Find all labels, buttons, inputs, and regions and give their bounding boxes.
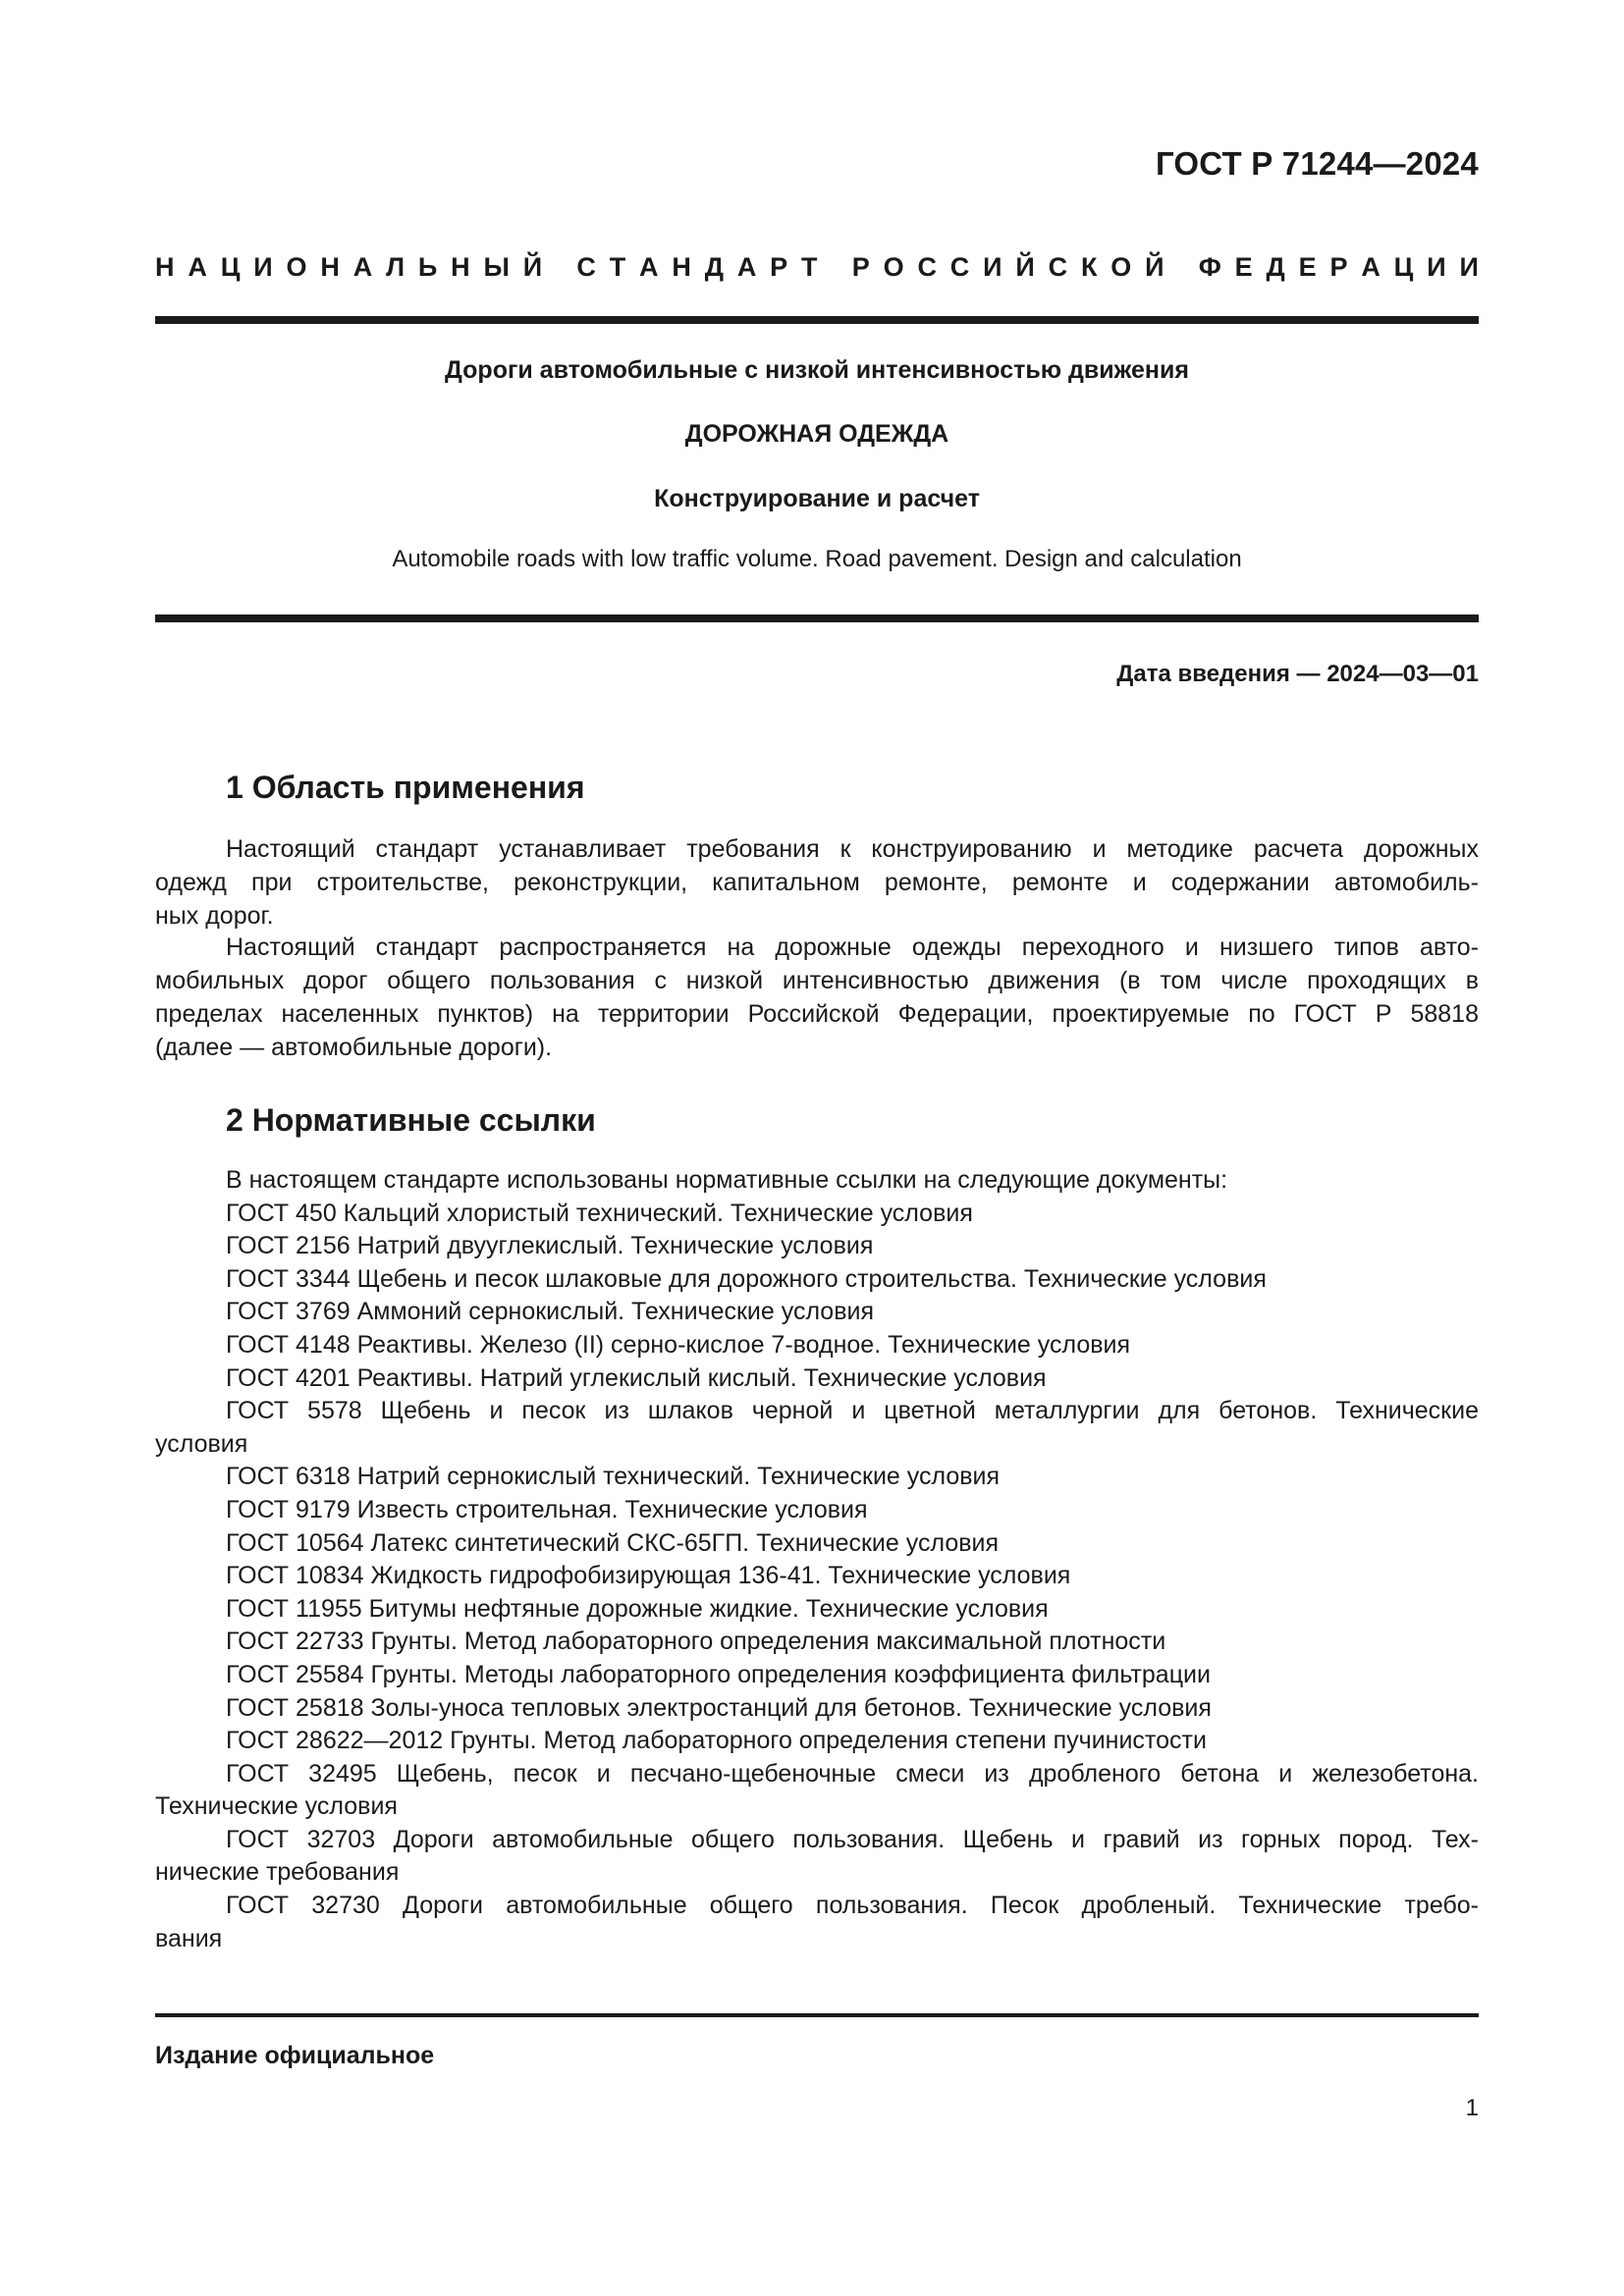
banner-letter: Н <box>672 252 691 282</box>
banner-letter: С <box>917 252 937 282</box>
title-subject: ДОРОЖНАЯ ОДЕЖДА <box>684 420 949 448</box>
list-item: ГОСТ 4201 Реактивы. Натрий углекислый кислый. Технические условия <box>226 1363 1047 1392</box>
list-item: ГОСТ 3769 Аммоний сернокислый. Технические условия <box>226 1298 874 1326</box>
banner-letter: Т <box>609 252 626 282</box>
list-item: ГОСТ 11955 Битумы нефтяные дорожные жидкие. Технические условия <box>226 1594 1049 1623</box>
banner-letter: А <box>188 252 207 282</box>
list-item-continuation: Технические условия <box>155 1792 398 1821</box>
banner-letter: Е <box>1298 252 1317 282</box>
list-item-continuation: вания <box>155 1924 223 1952</box>
banner-letter: Л <box>386 252 406 282</box>
banner-space <box>1177 252 1185 283</box>
list-item: ГОСТ 10564 Латекс синтетический СКС-65ГП. Технические условия <box>226 1528 1000 1557</box>
list-item: ГОСТ 25818 Золы-уноса тепловых электростанций для бетонов. Технические условия <box>226 1693 1212 1722</box>
document-number: ГОСТ Р 71244—2024 <box>1155 145 1479 182</box>
banner-letter: Е <box>1234 252 1253 282</box>
text-line: Настоящий стандарт распространяется на дорожные одежды переходного и низшего типов авто- <box>226 934 1479 961</box>
banner-letter: И <box>253 252 273 282</box>
list-item: ГОСТ 450 Кальций хлористый технический. Технические условия <box>226 1199 973 1227</box>
banner-letter: Р <box>1329 252 1348 282</box>
national-standard-banner <box>155 252 1479 283</box>
list-item: В настоящем стандарте использованы нормативные ссылки на следующие документы: <box>226 1166 1228 1194</box>
banner-letter: А <box>639 252 659 282</box>
banner-letter: Н <box>320 252 340 282</box>
section-1-heading: 1 Область применения <box>226 770 585 805</box>
section-1-paragraph-2 <box>155 931 1479 1064</box>
banner-letter: О <box>286 252 307 282</box>
banner-letter: Й <box>1145 252 1164 282</box>
section-2-heading: 2 Нормативные ссылки <box>226 1102 596 1138</box>
banner-letter: Р <box>770 252 788 282</box>
section-1-paragraph-1 <box>155 832 1479 933</box>
banner-letter: Ы <box>483 252 510 282</box>
banner-letter: Ф <box>1198 252 1221 282</box>
banner-letter: А <box>1361 252 1380 282</box>
text-line: пределах населенных пунктов) на территории Российской Федерации, проектируемые по ГОСТ Р 58818 <box>155 1000 1479 1028</box>
banner-letter: Н <box>155 252 175 282</box>
banner-letter: И <box>1427 252 1446 282</box>
banner-space <box>556 252 564 283</box>
list-item: ГОСТ 32730 Дороги автомобильные общего пользования. Песок дробленый. Технические требо- <box>226 1892 1479 1920</box>
list-item: ГОСТ 6318 Натрий сернокислый технический. Технические условия <box>226 1463 1001 1491</box>
banner-letter: А <box>736 252 757 282</box>
banner-letter: О <box>1110 252 1132 282</box>
document-page <box>155 0 1479 2296</box>
banner-letter: Д <box>1266 252 1285 282</box>
banner-letter: Ь <box>417 252 438 282</box>
list-item: ГОСТ 3344 Щебень и песок шлаковые для дорожного строительства. Технические условия <box>226 1264 1267 1293</box>
banner-letter: Д <box>704 252 724 282</box>
list-item: ГОСТ 4148 Реактивы. Железо (II) серно-кислое 7-водное. Технические условия <box>226 1330 1131 1359</box>
banner-letter: Т <box>801 252 818 282</box>
banner-letter: С <box>1048 252 1068 282</box>
text-line: мобильных дорог общего пользования с низкой интенсивностью движения (в том числе проходящих в <box>155 967 1479 994</box>
list-item: ГОСТ 28622—2012 Грунты. Метод лабораторного определения степени пучинистости <box>226 1727 1207 1755</box>
official-edition-label: Издание официальное <box>155 2042 435 2069</box>
title-aspect: Конструирование и расчет <box>654 485 980 512</box>
normative-references-list <box>155 1164 1479 1955</box>
page-number: 1 <box>1465 2095 1479 2121</box>
title-divider <box>155 614 1479 622</box>
list-item: ГОСТ 5578 Щебень и песок из шлаков черной и цветной металлургии для бетонов. Технические <box>226 1397 1479 1425</box>
banner-letter: Р <box>851 252 870 282</box>
banner-letter: И <box>1459 252 1479 282</box>
text-line: (далее — автомобильные дороги). <box>155 1034 553 1061</box>
list-item: ГОСТ 10834 Жидкость гидрофобизирующая 136-41. Технические условия <box>226 1562 1071 1590</box>
top-divider <box>155 316 1479 324</box>
list-item: ГОСТ 25584 Грунты. Методы лабораторного определения коэффициента фильтрации <box>226 1660 1211 1688</box>
banner-letter: Й <box>1015 252 1035 282</box>
text-line: Настоящий стандарт устанавливает требования к конструированию и методике расчета дорожных <box>226 835 1479 863</box>
banner-letter: К <box>1080 252 1098 282</box>
banner-space <box>831 252 839 283</box>
list-item: ГОСТ 9179 Известь строительная. Технические условия <box>226 1495 868 1523</box>
list-item-continuation: условия <box>155 1429 248 1458</box>
banner-letter: Ц <box>220 252 241 282</box>
text-line: ных дорог. <box>155 902 274 930</box>
title-english: Automobile roads with low traffic volume. Road pavement. Design and calculation <box>392 546 1242 572</box>
banner-letter: А <box>352 252 373 282</box>
text-line: одежд при строительстве, реконструкции, капитальном ремонте, ремонте и содержании автомобиль- <box>155 869 1479 896</box>
list-item: ГОСТ 32703 Дороги автомобильные общего пользования. Щебень и гравий из горных пород. Тех- <box>226 1825 1479 1853</box>
banner-letter: Ц <box>1393 252 1414 282</box>
list-item: ГОСТ 2156 Натрий двууглекислый. Технические условия <box>226 1232 874 1260</box>
footer-divider <box>155 2013 1479 2017</box>
title-main: Дороги автомобильные с низкой интенсивностью движения <box>445 356 1189 384</box>
list-item-continuation: нические требования <box>155 1858 400 1887</box>
list-item: ГОСТ 22733 Грунты. Метод лабораторного определения максимальной плотности <box>226 1628 1166 1656</box>
banner-letter: С <box>949 252 970 282</box>
banner-letter: Н <box>451 252 470 282</box>
banner-letter: С <box>576 252 596 282</box>
introduction-date: Дата введения — 2024—03—01 <box>1116 661 1479 687</box>
banner-letter: О <box>883 252 904 282</box>
list-item: ГОСТ 32495 Щебень, песок и песчано-щебеночные смеси из дробленого бетона и железобетона. <box>226 1759 1479 1788</box>
banner-letter: Й <box>522 252 543 282</box>
banner-letter: И <box>983 252 1002 282</box>
